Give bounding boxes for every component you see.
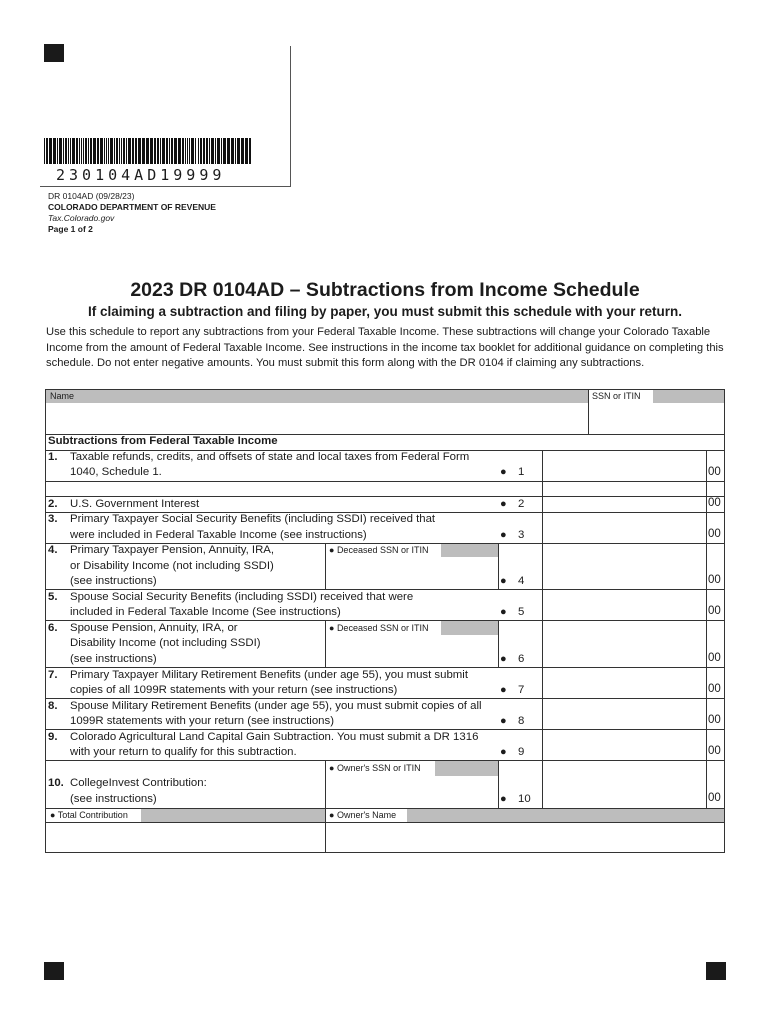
- barcode-bar: [235, 138, 236, 164]
- barcode-bar: [223, 138, 226, 164]
- line-9-label: 9: [518, 746, 525, 758]
- divider: [45, 481, 725, 482]
- barcode-bar: [128, 138, 131, 164]
- barcode-bar: [88, 138, 89, 164]
- barcode-bar: [195, 138, 196, 164]
- website: Tax.Colorado.gov: [48, 213, 115, 223]
- deceased-ssn-label-bar: [441, 621, 498, 635]
- barcode-bar: [65, 138, 67, 164]
- line-4-text: Primary Taxpayer Pension, Annuity, IRA,: [70, 544, 275, 556]
- line-3-cents: 00: [708, 528, 721, 540]
- bullet-icon: ●: [500, 529, 507, 541]
- barcode-bar: [215, 138, 216, 164]
- barcode-bar: [70, 138, 71, 164]
- barcode-bar: [93, 138, 96, 164]
- line-8-text: Spouse Military Retirement Benefits (under age 55), you must submit copies of all: [70, 700, 482, 712]
- line-2-cents: 00: [708, 497, 721, 509]
- line-4-text-2: or Disability Income (not including SSDI): [70, 560, 274, 572]
- barcode-bar: [217, 138, 220, 164]
- line-1-text: Taxable refunds, credits, and offsets of state and local taxes from Federal Form: [70, 451, 470, 463]
- bullet-icon: ●: [500, 653, 507, 665]
- barcode-bar: [123, 138, 125, 164]
- line-9-text: Colorado Agricultural Land Capital Gain Subtraction. You must submit a DR 1316: [70, 731, 479, 743]
- barcode-bar: [97, 138, 99, 164]
- owners-name-input[interactable]: [326, 822, 724, 853]
- barcode-bar: [57, 138, 58, 164]
- line-8-amount-input[interactable]: [543, 699, 706, 729]
- line-6-text: Spouse Pension, Annuity, IRA, or: [70, 622, 238, 634]
- barcode-bar: [68, 138, 69, 164]
- line-5-text: Spouse Social Security Benefits (including SSDI) received that were: [70, 591, 414, 603]
- barcode-number: 230104AD19999: [56, 166, 226, 184]
- barcode-bar: [160, 138, 161, 164]
- barcode-bar: [46, 138, 48, 164]
- line-9-text-2: with your return to qualify for this subtraction.: [70, 746, 297, 758]
- barcode-bar: [245, 138, 248, 164]
- barcode-bar: [79, 138, 80, 164]
- total-contribution-input[interactable]: [46, 822, 325, 853]
- bullet-icon: ●: [500, 466, 507, 478]
- barcode-bar: [231, 138, 234, 164]
- line-2-number: 2.: [48, 498, 58, 510]
- barcode-bar: [126, 138, 127, 164]
- line-6-amount-input[interactable]: [543, 621, 706, 667]
- bullet-icon: ●: [329, 623, 337, 633]
- bullet-icon: ●: [500, 684, 507, 696]
- barcode-bar: [249, 138, 251, 164]
- line-2-label: 2: [518, 498, 525, 510]
- barcode-bar: [171, 138, 173, 164]
- line-1-cents: 00: [708, 466, 721, 478]
- line-8-text-2: 1099R statements with your return (see instructions): [70, 715, 334, 727]
- barcode-bar: [121, 138, 122, 164]
- owner-ssn-label-bar: [435, 761, 498, 776]
- line-5-label: 5: [518, 606, 525, 618]
- barcode-bar: [198, 138, 199, 164]
- divider: [498, 543, 499, 589]
- barcode-bar: [72, 138, 75, 164]
- barcode-bar: [104, 138, 105, 164]
- line-1-label: 1: [518, 466, 525, 478]
- barcode-bar: [119, 138, 120, 164]
- barcode-bar: [182, 138, 184, 164]
- barcode-bar: [174, 138, 177, 164]
- registration-mark-bottom-left: [44, 962, 64, 980]
- owners-name-label: ● Owner's Name: [329, 810, 397, 820]
- barcode-bar: [237, 138, 240, 164]
- owners-name-label-bar: [407, 809, 724, 822]
- line-10-text-2: (see instructions): [70, 793, 157, 805]
- line-4-text-3: (see instructions): [70, 575, 157, 587]
- bullet-icon: ●: [329, 545, 337, 555]
- intro-text: Use this schedule to report any subtractions from your Federal Taxable Income. These subtractions will change your Colorado Taxable Income from the amount of Federal Taxable Income. See instructions in the income tax booklet for additional guidance on completing this schedule. Do not enter negative amounts. You must submit this form along with the DR 0104 if claiming any subtractions.: [46, 326, 724, 370]
- barcode-bar: [191, 138, 194, 164]
- total-contribution-label-bar: [141, 809, 325, 822]
- line-10-label: 10: [518, 793, 531, 805]
- total-contribution-label: ● Total Contribution: [50, 810, 128, 820]
- barcode-box: [40, 46, 291, 187]
- barcode-bar: [63, 138, 64, 164]
- line-9-cents: 00: [708, 745, 721, 757]
- line-3-label: 3: [518, 529, 525, 541]
- barcode-bar: [53, 138, 56, 164]
- barcode-bar: [169, 138, 170, 164]
- line-7-amount-input[interactable]: [543, 668, 706, 698]
- bullet-icon: ●: [329, 810, 337, 820]
- barcode-bar: [162, 138, 165, 164]
- barcode-bar: [211, 138, 214, 164]
- line-10-number: 10.: [48, 777, 64, 789]
- line-4-label: 4: [518, 575, 525, 587]
- divider: [498, 620, 499, 667]
- bullet-icon: ●: [500, 715, 507, 727]
- barcode-bar: [83, 138, 84, 164]
- barcode-bar: [241, 138, 244, 164]
- barcode-bar: [49, 138, 52, 164]
- line-10-cents: 00: [708, 792, 721, 804]
- barcode-bar: [154, 138, 156, 164]
- line-3-text: Primary Taxpayer Social Security Benefits (including SSDI) received that: [70, 513, 436, 525]
- barcode-bar: [135, 138, 137, 164]
- line-7-label: 7: [518, 684, 525, 696]
- bullet-icon: ●: [329, 763, 337, 773]
- line-10-amount-input[interactable]: [543, 761, 706, 808]
- barcode-bar: [116, 138, 118, 164]
- line-6-text-3: (see instructions): [70, 653, 157, 665]
- ssn-label: SSN or ITIN: [592, 391, 641, 401]
- line-8-cents: 00: [708, 714, 721, 726]
- line-4-deceased-ssn-label: ● Deceased SSN or ITIN: [329, 545, 429, 555]
- barcode-bar: [187, 138, 188, 164]
- bullet-icon: ●: [500, 746, 507, 758]
- barcode-bar: [166, 138, 168, 164]
- barcode-bar: [150, 138, 153, 164]
- divider: [706, 450, 707, 809]
- barcode-bar: [157, 138, 159, 164]
- barcode-bar: [132, 138, 134, 164]
- barcode-bar: [178, 138, 181, 164]
- line-5-text-2: included in Federal Taxable Income (See instructions): [70, 606, 341, 618]
- barcode-bar: [138, 138, 141, 164]
- line-3-number: 3.: [48, 513, 58, 525]
- section-title: Subtractions from Federal Taxable Income: [48, 435, 278, 447]
- registration-mark-bottom-right: [706, 962, 726, 980]
- line-10-text: CollegeInvest Contribution:: [70, 777, 207, 789]
- line-6-cents: 00: [708, 652, 721, 664]
- barcode-bar: [76, 138, 78, 164]
- line-7-cents: 00: [708, 683, 721, 695]
- line-2-text: U.S. Government Interest: [70, 498, 200, 510]
- line-5-cents: 00: [708, 605, 721, 617]
- line-9-amount-input[interactable]: [543, 730, 706, 760]
- line-7-text-2: copies of all 1099R statements with your return (see instructions): [70, 684, 398, 696]
- barcode-bar: [110, 138, 113, 164]
- barcode-bar: [100, 138, 103, 164]
- line-6-number: 6.: [48, 622, 58, 634]
- divider: [45, 822, 725, 823]
- line-4-number: 4.: [48, 544, 58, 556]
- line-5-number: 5.: [48, 591, 58, 603]
- bullet-icon: ●: [500, 606, 507, 618]
- line-6-deceased-ssn-label: ● Deceased SSN or ITIN: [329, 623, 429, 633]
- barcode-bar: [227, 138, 230, 164]
- line-6-text-2: Disability Income (not including SSDI): [70, 637, 261, 649]
- form-subtitle: If claiming a subtraction and filing by paper, you must submit this schedule with your return.: [87, 304, 683, 319]
- line-6-label: 6: [518, 653, 525, 665]
- line-2-amount-input[interactable]: [543, 497, 706, 512]
- barcode-bar: [200, 138, 202, 164]
- barcode-bar: [90, 138, 92, 164]
- barcode-bar: [81, 138, 82, 164]
- line-7-text: Primary Taxpayer Military Retirement Benefits (under age 55), you must submit: [70, 669, 468, 681]
- line-4-amount-input[interactable]: [543, 544, 706, 589]
- barcode-bar: [108, 138, 109, 164]
- line-1-text-2: 1040, Schedule 1.: [70, 466, 162, 478]
- barcode-bar: [221, 138, 222, 164]
- barcode-bar: [209, 138, 210, 164]
- line-6-deceased-ssn-input[interactable]: [326, 635, 498, 667]
- line-1-number: 1.: [48, 451, 58, 463]
- page-number: Page 1 of 2: [48, 224, 93, 234]
- name-input[interactable]: [46, 403, 588, 434]
- bullet-icon: ●: [50, 810, 58, 820]
- bullet-icon: ●: [500, 793, 507, 805]
- name-label-bar: [46, 390, 588, 403]
- line-8-label: 8: [518, 715, 525, 727]
- ssn-input[interactable]: [589, 403, 724, 434]
- line-3-text-2: were included in Federal Taxable Income (see instructions): [70, 529, 367, 541]
- line-5-amount-input[interactable]: [543, 590, 706, 620]
- form-title: 2023 DR 0104AD – Subtractions from Income Schedule: [130, 279, 640, 301]
- line-7-number: 7.: [48, 669, 58, 681]
- line-3-amount-input[interactable]: [543, 513, 706, 543]
- barcode-bar: [114, 138, 115, 164]
- form-id: DR 0104AD (09/28/23): [48, 191, 135, 201]
- deceased-ssn-label-bar: [441, 544, 498, 557]
- line-8-number: 8.: [48, 700, 58, 712]
- barcode-bar: [206, 138, 208, 164]
- bullet-icon: ●: [500, 498, 507, 510]
- name-label: Name: [50, 391, 75, 401]
- line-1-amount-input[interactable]: [543, 451, 706, 481]
- barcode-bar: [44, 138, 45, 164]
- barcode-bar: [146, 138, 149, 164]
- bullet-icon: ●: [500, 575, 507, 587]
- divider: [498, 760, 499, 808]
- line-4-deceased-ssn-input[interactable]: [326, 557, 498, 589]
- department-name: COLORADO DEPARTMENT OF REVENUE: [48, 202, 216, 212]
- barcode-image: [44, 138, 254, 164]
- barcode-bar: [85, 138, 87, 164]
- barcode-bar: [59, 138, 62, 164]
- line-10-owner-ssn-input[interactable]: [326, 776, 498, 808]
- line-9-number: 9.: [48, 731, 58, 743]
- barcode-bar: [185, 138, 186, 164]
- line-4-cents: 00: [708, 574, 721, 586]
- line-10-owner-ssn-label: ● Owner's SSN or ITIN: [329, 763, 421, 773]
- barcode-bar: [142, 138, 145, 164]
- ssn-label-bar: [653, 390, 724, 403]
- barcode-bar: [189, 138, 190, 164]
- barcode-bar: [203, 138, 205, 164]
- barcode-bar: [106, 138, 107, 164]
